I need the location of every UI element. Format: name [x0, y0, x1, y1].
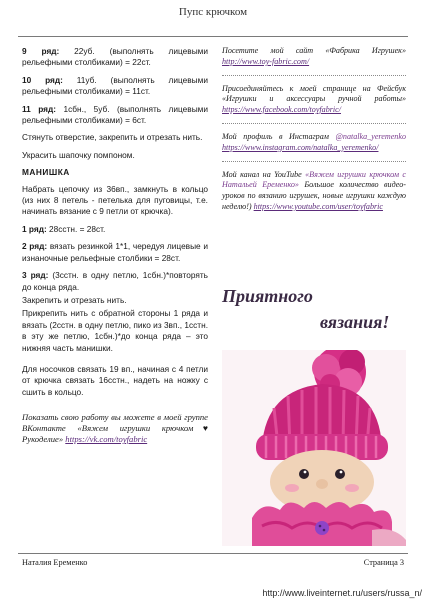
row-10-label: 10 ряд:	[22, 74, 63, 85]
site-link[interactable]: http://www.toy-fabric.com/	[222, 56, 310, 66]
facebook-link[interactable]: https://www.facebook.com/toyfabric/	[222, 105, 341, 115]
youtube-paragraph	[222, 170, 406, 213]
site-text: Посетите мой сайт «Фабрика Игрушек»	[222, 46, 406, 55]
row-11	[22, 104, 208, 127]
row-1-label: 1 ряд:	[22, 223, 47, 234]
section-title-manishka: МАНИШКА	[22, 167, 70, 178]
close-instruction: Стянуть отверстие, закрепить и отрезать нить.	[22, 132, 203, 143]
row-10	[22, 75, 208, 98]
row-1-text: 28сстн. = 28ст.	[46, 223, 106, 234]
watermark-url: http://www.liveinternet.ru/users/russa_n/	[262, 588, 422, 598]
row-2-label: 2 ряд:	[22, 241, 48, 252]
facebook-text: Присоединяйтесь к моей странице на Фейсбук «Игрушки и аксессуары ручной работы»	[222, 83, 406, 104]
row-9-text: 22уб. (выполнять лицевыми рельефными столбиками) = 22ст.	[22, 46, 208, 68]
share-note-text: Показать свою работу вы можете в моей группе ВКонтакте «Вяжем игрушки крючком♥ Рукоделие»	[22, 412, 208, 445]
dotted-divider	[222, 161, 406, 162]
instagram-link[interactable]: https://www.instagram.com/natalka_yeremenko/	[222, 142, 379, 152]
instructions-column	[22, 46, 208, 451]
footer-divider	[18, 553, 408, 554]
row-3	[22, 270, 208, 293]
share-note	[22, 412, 208, 445]
doll-photo	[222, 350, 406, 546]
socks-instruction: Для носочков связать 19 вп., начиная с 4 петли от крючка связать 16сстн., надеть на ножку с сшить в кольцо.	[22, 363, 208, 397]
greeting	[222, 286, 406, 346]
site-paragraph	[222, 46, 406, 68]
row-3-text: (3сстн. в одну петлю, 1сбн.)*повторять до конца ряда.	[22, 270, 208, 292]
intro-instruction: Набрать цепочку из 36вп., замкнуть в кольцо (из них 8 петель - петелька для пуговицы, т.е. начинать вязание с 9 петли от крючка).	[22, 183, 208, 217]
links-column	[222, 46, 406, 213]
footer-page-number: Страница 3	[363, 558, 404, 567]
youtube-link[interactable]: https://www.youtube.com/user/toyfabric	[253, 201, 383, 211]
footer-author: Наталия Еременко	[22, 558, 88, 567]
pompom-instruction: Украсить шапочку помпоном.	[22, 149, 135, 160]
row-1	[22, 224, 208, 235]
row-9-label: 9 ряд:	[22, 46, 60, 56]
row-3-label: 3 ряд:	[22, 270, 49, 281]
youtube-text: Мой канал на YouTube	[222, 169, 306, 179]
crochet-doll-illustration	[222, 350, 406, 546]
row-10-text: 11уб. (выполнять лицевыми рельефными столбиками) = 11ст.	[22, 74, 208, 97]
row-2-text: вязать резинкой 1*1, чередуя лицевые и изнаночные рельефные столбики = 28ст.	[22, 241, 208, 263]
vk-link[interactable]: https://vk.com/toyfabric	[65, 434, 148, 445]
instagram-handle: @natalka_yeremenko	[335, 131, 406, 141]
row-2	[22, 241, 208, 264]
instagram-text: Мой профиль в Инстаграм	[222, 131, 336, 141]
facebook-paragraph	[222, 84, 406, 116]
instagram-paragraph	[222, 132, 406, 154]
dotted-divider	[222, 75, 406, 76]
header-divider	[18, 36, 408, 37]
youtube-channel-name: «Вяжем игрушки крючком с Натальей Еременко»	[222, 169, 406, 190]
youtube-description: Большое количество видео-уроков по вязанию игрушек, новые игрушки каждую неделю!)	[222, 180, 406, 211]
row-9	[22, 46, 208, 69]
attach-instruction: Прикрепить нить с обратной стороны 1 ряда и вязать (2сстн. в одну петлю, пико из 3вп., 1сстн. в эту же петлю, 1сбн.)*до конца ряда – это нижняя часть манишки.	[22, 308, 208, 353]
dotted-divider	[222, 123, 406, 124]
fasten-instruction: Закрепить и отрезать нить.	[22, 294, 127, 305]
greeting-line-1: Приятного	[222, 286, 313, 306]
greeting-line-2: вязания!	[320, 312, 390, 332]
row-11-label: 11 ряд:	[22, 103, 57, 114]
row-11-text: 1сбн., 5уб. (выполнять лицевыми рельефными столбиками) = 6ст.	[22, 103, 208, 126]
page-header-title: Пупс крючком	[178, 6, 248, 18]
